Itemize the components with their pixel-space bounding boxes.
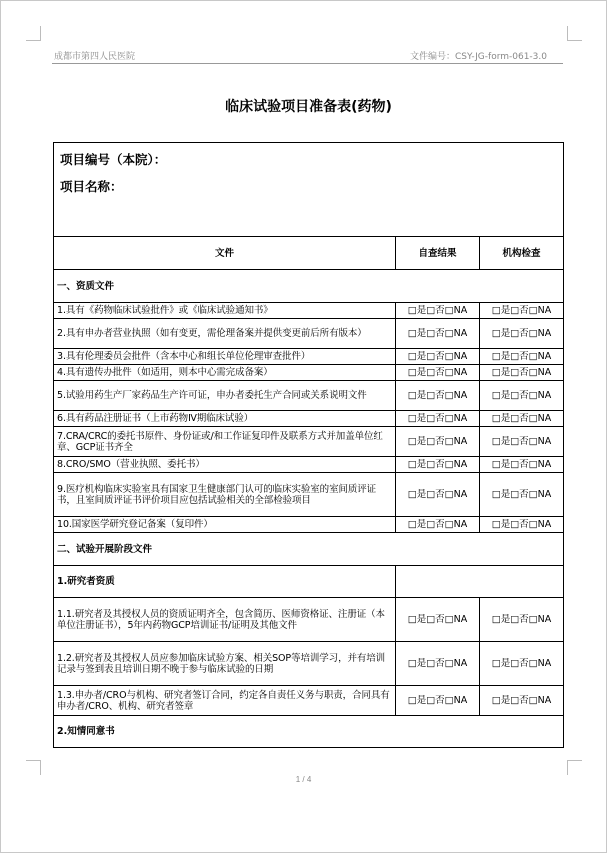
item-text: 5.试验用药生产厂家药品生产许可证，申办者委托生产合同或关系说明文件 xyxy=(54,381,396,411)
table-row xyxy=(54,427,564,457)
self-check-options[interactable]: □是□否□NA xyxy=(396,457,480,473)
table-row xyxy=(54,381,564,411)
project-code-label: 项目编号（本院）： xyxy=(60,152,167,167)
self-check-options[interactable]: □是□否□NA xyxy=(396,411,480,427)
item-text: 1.1.研究者及其授权人员的资质证明齐全，包含简历、医师资格证、注册证（本单位注册证书），5年内药物GCP培训证书/证明及其他文件 xyxy=(54,598,396,642)
crop-mark-bottom-right xyxy=(567,760,582,775)
org-check-options[interactable]: □是□否□NA xyxy=(480,303,564,319)
item-text: 3.具有伦理委员会批件（含本中心和组长单位伦理审查批件） xyxy=(54,349,396,365)
org-check-options[interactable]: □是□否□NA xyxy=(480,457,564,473)
org-check-options[interactable]: □是□否□NA xyxy=(480,411,564,427)
crop-mark-top-right xyxy=(567,26,582,41)
item-text: 2.具有申办者营业执照（如有变更，需伦理备案并提供变更前后所有版本） xyxy=(54,319,396,349)
table-row xyxy=(54,642,564,686)
document-title: 临床试验项目准备表(药物) xyxy=(225,99,392,115)
table-row xyxy=(54,319,564,349)
org-check-options[interactable]: □是□否□NA xyxy=(480,365,564,381)
header-rule xyxy=(52,63,563,64)
table-row xyxy=(54,349,564,365)
item-text: 4.具有遗传办批件（如适用，则本中心需完成备案） xyxy=(54,365,396,381)
section-heading: 一、资质文件 xyxy=(54,270,564,303)
project-info-cell[interactable] xyxy=(54,143,564,237)
org-check-options[interactable]: □是□否□NA xyxy=(480,517,564,533)
table-row xyxy=(54,457,564,473)
table-row xyxy=(54,365,564,381)
self-check-options[interactable]: □是□否□NA xyxy=(396,642,480,686)
page-number: 1 / 4 xyxy=(295,775,312,784)
item-text: 7.CRA/CRC的委托书原件、身份证或/和工作证复印件及联系方式并加盖单位红章、GCP证书齐全 xyxy=(54,427,396,457)
self-check-options[interactable]: □是□否□NA xyxy=(396,349,480,365)
item-text: 6.具有药品注册证书（上市药物Ⅳ期临床试验） xyxy=(54,411,396,427)
self-check-options[interactable]: □是□否□NA xyxy=(396,686,480,716)
crop-mark-bottom-left xyxy=(26,760,41,775)
self-check-options[interactable]: □是□否□NA xyxy=(396,319,480,349)
org-check-options[interactable]: □是□否□NA xyxy=(480,686,564,716)
table-row xyxy=(54,598,564,642)
item-text: 1.3.申办者/CRO与机构、研究者签订合同，约定各自责任义务与职责，合同具有申办者/CRO、机构、研究者签章 xyxy=(54,686,396,716)
table-row xyxy=(54,473,564,517)
self-check-options[interactable]: □是□否□NA xyxy=(396,365,480,381)
empty-cell xyxy=(396,566,564,598)
self-check-options[interactable]: □是□否□NA xyxy=(396,381,480,411)
project-name-label: 项目名称： xyxy=(60,179,123,194)
table-row xyxy=(54,411,564,427)
self-check-options[interactable]: □是□否□NA xyxy=(396,427,480,457)
column-header-org-check: 机构检查 xyxy=(480,237,564,270)
org-check-options[interactable]: □是□否□NA xyxy=(480,427,564,457)
crop-mark-top-left xyxy=(26,26,41,41)
item-text: 1.具有《药物临床试验批件》或《临床试验通知书》 xyxy=(54,303,396,319)
column-header-file: 文件 xyxy=(54,237,396,270)
subsection-heading: 1.研究者资质 xyxy=(54,566,396,598)
column-header-self-check: 自查结果 xyxy=(396,237,480,270)
org-check-options[interactable]: □是□否□NA xyxy=(480,319,564,349)
table-row xyxy=(54,303,564,319)
preparation-table xyxy=(53,142,564,748)
org-check-options[interactable]: □是□否□NA xyxy=(480,381,564,411)
self-check-options[interactable]: □是□否□NA xyxy=(396,473,480,517)
column-header-row xyxy=(54,237,564,270)
org-check-options[interactable]: □是□否□NA xyxy=(480,349,564,365)
self-check-options[interactable]: □是□否□NA xyxy=(396,517,480,533)
item-text: 1.2.研究者及其授权人员应参加临床试验方案、相关SOP等培训学习，并有培训记录与签到表且培训日期不晚于参与临床试验的日期 xyxy=(54,642,396,686)
item-text: 9.医疗机构临床实验室具有国家卫生健康部门认可的临床实验室的室间质评证书，且室间质评证书评价项目应包括试验相关的全部检验项目 xyxy=(54,473,396,517)
self-check-options[interactable]: □是□否□NA xyxy=(396,598,480,642)
header-file-number: 文件编号：CSY-JG-form-061-3.0 xyxy=(409,52,547,62)
subsection-heading: 2.知情同意书 xyxy=(54,716,564,748)
self-check-options[interactable]: □是□否□NA xyxy=(396,303,480,319)
org-check-options[interactable]: □是□否□NA xyxy=(480,642,564,686)
table-row xyxy=(54,517,564,533)
item-text: 8.CRO/SMO（营业执照、委托书） xyxy=(54,457,396,473)
header-hospital: 成都市第四人民医院 xyxy=(54,52,136,62)
section-heading: 二、试验开展阶段文件 xyxy=(54,533,564,566)
table-row xyxy=(54,686,564,716)
org-check-options[interactable]: □是□否□NA xyxy=(480,598,564,642)
item-text: 10.国家医学研究登记备案（复印件） xyxy=(54,517,396,533)
org-check-options[interactable]: □是□否□NA xyxy=(480,473,564,517)
